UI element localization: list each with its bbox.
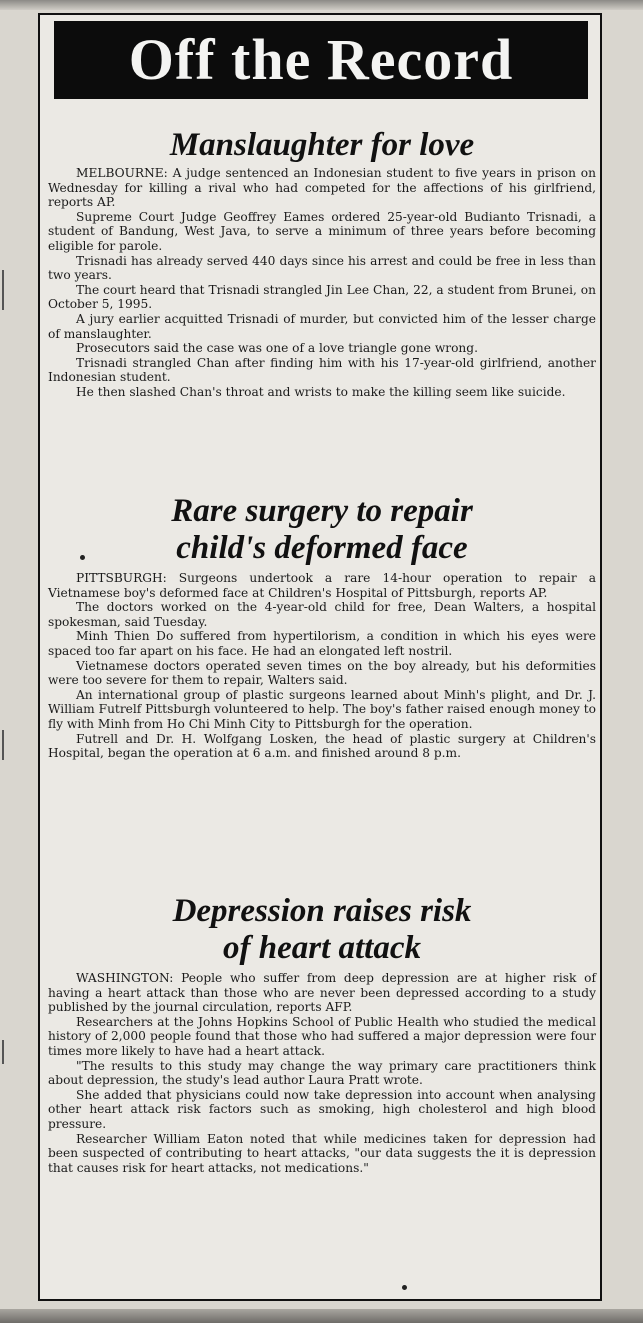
story-paragraph: Trisnadi strangled Chan after finding him with his 17-year-old girlfriend, another Indonesian student.	[48, 355, 596, 385]
story-paragraph: She added that physicians could now take depression into account when analysing other heart attack risk factors such as smoking, high cholesterol and high blood pressure.	[48, 1087, 596, 1131]
story-paragraph: The court heard that Trisnadi strangled Jin Lee Chan, 22, a student from Brunei, on October 5, 1995.	[48, 282, 596, 312]
story-paragraph: Researcher William Eaton noted that while medicines taken for depression had been suspected of contributing to heart attacks, "our data suggests the it is depression that causes risk for heart attacks, not medications."	[48, 1131, 596, 1175]
story-headline	[48, 893, 596, 967]
story-headline	[48, 493, 596, 567]
story-paragraph: An international group of plastic surgeons learned about Minh's plight, and Dr. J. William Futrelf Pittsburgh volunteered to help. The boy's father raised enough money to fly with Minh from Ho Chi Minh City to Pittsburgh for the operation.	[48, 687, 596, 731]
article-box	[38, 13, 602, 1301]
page-top-edge	[0, 0, 643, 10]
masthead	[54, 21, 588, 99]
story-paragraph: WASHINGTON: People who suffer from deep depression are at higher risk of having a heart attack than those who are never been depressed according to a study published by the journal circulation, reports AFP.	[48, 971, 596, 1015]
story-paragraph: A jury earlier acquitted Trisnadi of murder, but convicted him of the lesser charge of manslaughter.	[48, 311, 596, 341]
story-paragraph: Researchers at the Johns Hopkins School of Public Health who studied the medical history of 2,000 people found that those who had suffered a major depression were four times more likely to have had a heart attack.	[48, 1014, 596, 1058]
story-paragraph: Futrell and Dr. H. Wolfgang Losken, the head of plastic surgery at Children's Hospital, began the operation at 6 a.m. and finished around 8 p.m.	[48, 731, 596, 761]
story-paragraph: Trisnadi has already served 440 days since his arrest and could be free in less than two years.	[48, 253, 596, 283]
headline-line: Depression raises risk	[172, 893, 472, 929]
story-headline: Manslaughter for love	[169, 127, 475, 163]
story-paragraph: He then slashed Chan's throat and wrists to make the killing seem like suicide.	[76, 384, 566, 399]
story-depression	[48, 893, 596, 1175]
headline-line: Rare surgery to repair	[171, 493, 473, 529]
masthead-title: Off the Record	[128, 27, 514, 92]
story-paragraph: Supreme Court Judge Geoffrey Eames ordered 25-year-old Budianto Trisnadi, a student of Bandung, West Java, to serve a minimum of three years before becoming eligible for parole.	[48, 209, 596, 253]
story-paragraph: Minh Thien Do suffered from hypertilorism, a condition in which his eyes were spaced too far apart on his face. He had an elongated left nostril.	[48, 629, 596, 658]
left-margin-marks	[0, 0, 30, 1323]
story-paragraph: "The results to this study may change the way primary care practitioners think about depression, the study's lead author Laura Pratt wrote.	[48, 1058, 596, 1088]
story-paragraph: Prosecutors said the case was one of a love triangle gone wrong.	[76, 341, 478, 356]
ink-speck	[80, 555, 85, 560]
story-paragraph: Vietnamese doctors operated seven times on the boy already, but his deformities were too severe for them to repair, Walters said.	[48, 658, 596, 688]
story-paragraph: PITTSBURGH: Surgeons undertook a rare 14-hour operation to repair a Vietnamese boy's deformed face at Children's Hospital of Pittsburgh, reports AP.	[48, 571, 596, 600]
end-mark	[402, 1285, 407, 1290]
story-paragraph: MELBOURNE: A judge sentenced an Indonesian student to five years in prison on Wednesday for killing a rival who had competed for the affections of his girlfriend, reports AP.	[48, 166, 596, 210]
headline-line: of heart attack	[223, 930, 421, 966]
story-manslaughter	[48, 127, 596, 400]
headline-line: child's deformed face	[176, 530, 468, 566]
page-bottom-edge	[0, 1309, 643, 1323]
story-paragraph: The doctors worked on the 4-year-old child for free, Dean Walters, a hospital spokesman, said Tuesday.	[48, 600, 596, 629]
story-rare-surgery	[48, 493, 596, 761]
